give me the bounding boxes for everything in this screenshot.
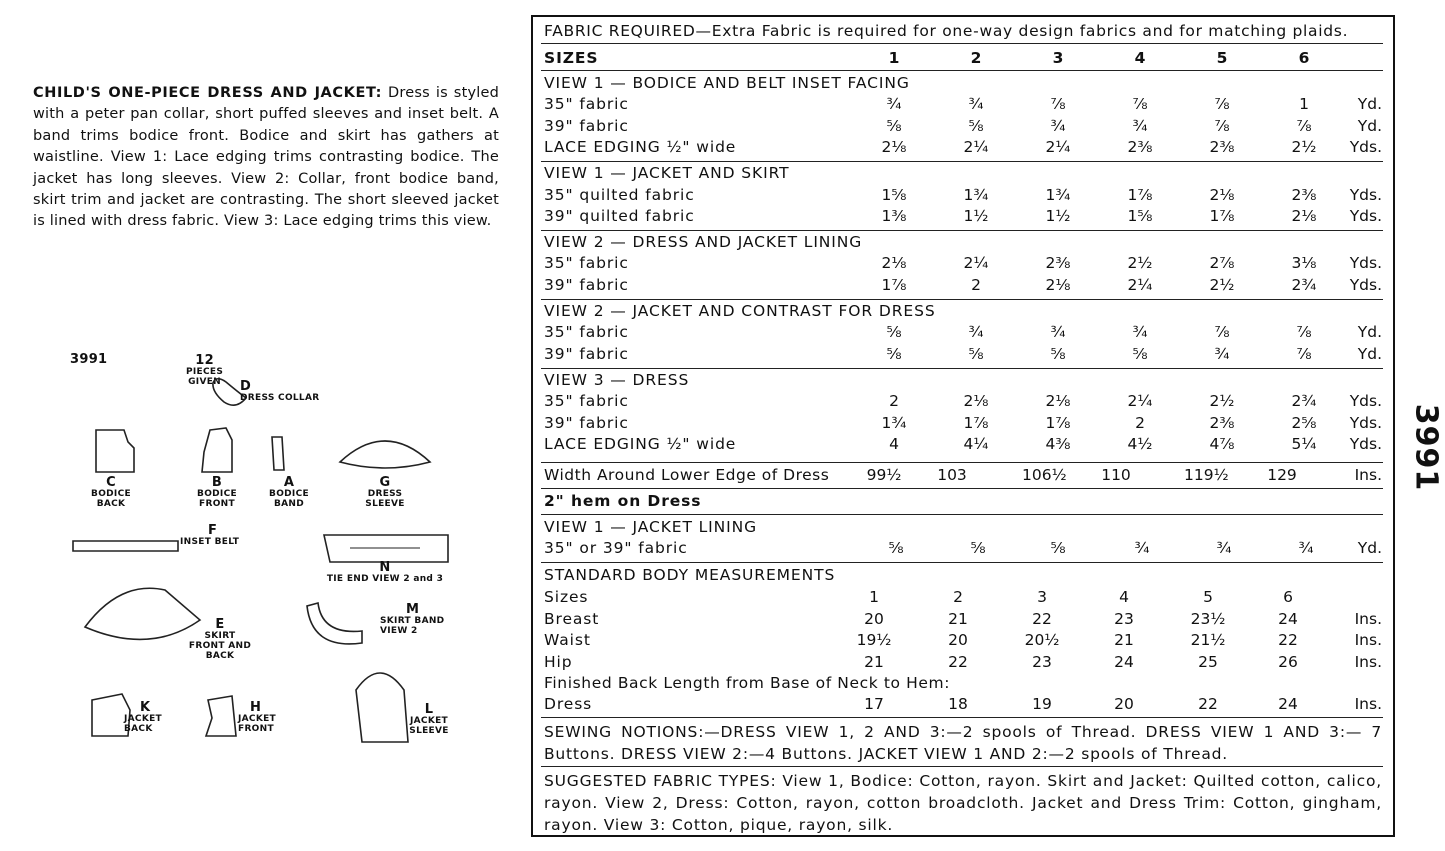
fabric-row-value: ⅝ bbox=[1050, 344, 1066, 363]
piece-g-letter: G bbox=[379, 475, 391, 490]
fabric-row-value: ¾ bbox=[968, 95, 984, 114]
piece-n-letter: N bbox=[379, 560, 391, 575]
fabric-row-value: 1½ bbox=[963, 206, 989, 225]
lining-unit: Yd. bbox=[1357, 539, 1382, 557]
width-val-2: 103 bbox=[937, 466, 967, 484]
piece-a-name: BODICE BAND bbox=[269, 489, 309, 509]
fabric-row-label: 35" fabric bbox=[544, 95, 629, 114]
lining-val-5: ¾ bbox=[1216, 539, 1232, 557]
body-row-value: 24 bbox=[1278, 609, 1298, 628]
fabric-row-value: 2⅛ bbox=[963, 392, 989, 411]
dress-length-6: 24 bbox=[1278, 695, 1298, 713]
rule bbox=[541, 70, 1383, 71]
fabric-row-value: 2½ bbox=[1209, 392, 1235, 411]
piece-m-letter: M bbox=[406, 602, 420, 617]
fabric-row-unit: Yd. bbox=[1357, 323, 1382, 342]
fabric-row-unit: Yd. bbox=[1357, 95, 1382, 114]
fabric-row-unit: Yd. bbox=[1357, 344, 1382, 363]
piece-g-name: DRESS SLEEVE bbox=[365, 489, 405, 509]
lining-val-6: ¾ bbox=[1298, 539, 1314, 557]
lining-val-1: ⅝ bbox=[888, 539, 904, 557]
fabric-row-value: ⅝ bbox=[968, 344, 984, 363]
piece-h-letter: H bbox=[250, 700, 262, 715]
piece-f-label bbox=[180, 523, 260, 547]
rule bbox=[541, 562, 1383, 563]
fabric-row-value: ¾ bbox=[1050, 323, 1066, 342]
fabric-row-value: 1⅞ bbox=[881, 275, 907, 294]
section-title: VIEW 1 — JACKET AND SKIRT bbox=[544, 164, 790, 183]
size-3: 3 bbox=[1052, 49, 1064, 67]
fabric-row-value: 2⅜ bbox=[1291, 185, 1317, 204]
fabric-row-label: 39" fabric bbox=[544, 344, 629, 363]
fabric-row-unit: Yds. bbox=[1349, 206, 1382, 225]
pieces-count-text: PIECES GIVEN bbox=[186, 367, 224, 387]
fabric-row-unit: Yds. bbox=[1349, 185, 1382, 204]
fabric-row-value: 2¾ bbox=[1291, 275, 1317, 294]
dress-length-label: Dress bbox=[544, 695, 593, 713]
fabric-row-value: 2⅜ bbox=[1209, 413, 1235, 432]
body-row-value: 2 bbox=[953, 588, 963, 606]
fabric-row-value: ⅞ bbox=[1050, 95, 1066, 114]
width-val-4: 110 bbox=[1101, 466, 1131, 484]
bodice-back-shape bbox=[96, 430, 134, 472]
fabric-row-value: ¾ bbox=[886, 95, 902, 114]
fabric-row-unit: Yds. bbox=[1349, 275, 1382, 294]
rule bbox=[541, 161, 1383, 162]
body-row-value: 21½ bbox=[1190, 631, 1226, 649]
fabric-row-label: 35" quilted fabric bbox=[544, 185, 695, 204]
fabric-row-value: 1⅞ bbox=[963, 413, 989, 432]
body-row-value: 20 bbox=[864, 609, 884, 628]
fabric-row-value: 2¼ bbox=[1127, 275, 1153, 294]
fabric-row-label: 39" fabric bbox=[544, 275, 629, 294]
body-title: STANDARD BODY MEASUREMENTS bbox=[544, 566, 836, 584]
fabric-row-value: 2⅛ bbox=[1209, 185, 1235, 204]
fabric-row-value: 2¾ bbox=[1291, 392, 1317, 411]
suggested-fabric-types: SUGGESTED FABRIC TYPES: View 1, Bodice: Cotton, rayon. Skirt and Jacket: Quilted cotton, calico, rayon. View 2, Dress: Cotton, rayon, cotton broadcloth. Jacket and Dress Trim: Cotton, gingham, rayon. View 3: Cotton, pique, rayon, silk. bbox=[544, 772, 1382, 834]
fabric-row-value: 2⅜ bbox=[1045, 254, 1071, 273]
fabric-row-value: 1⅞ bbox=[1045, 413, 1071, 432]
fabric-row-value: 2¼ bbox=[1045, 137, 1071, 156]
piece-l-name: JACKET SLEEVE bbox=[409, 716, 449, 736]
fabric-row-value: 2⅜ bbox=[1209, 137, 1235, 156]
fabric-row-label: 39" fabric bbox=[544, 413, 629, 432]
width-row-label: Width Around Lower Edge of Dress bbox=[544, 466, 830, 484]
body-row-unit: Ins. bbox=[1354, 631, 1382, 649]
skirt-shape bbox=[85, 588, 200, 639]
dress-length-2: 18 bbox=[948, 695, 968, 713]
piece-a-label bbox=[266, 475, 312, 509]
hem-note: 2" hem on Dress bbox=[544, 492, 702, 510]
fabric-row-value: 2⅝ bbox=[1291, 413, 1317, 432]
fabric-row-unit: Yds. bbox=[1349, 413, 1382, 432]
dress-length-3: 19 bbox=[1032, 695, 1052, 713]
piece-b-label bbox=[192, 475, 242, 509]
fabric-row-value: ⅞ bbox=[1214, 116, 1230, 135]
side-pattern-number bbox=[1396, 403, 1444, 492]
fabric-row-value: ¾ bbox=[1214, 344, 1230, 363]
fabric-row-value: 1⅞ bbox=[1127, 185, 1153, 204]
fabric-row-value: ⅝ bbox=[1132, 344, 1148, 363]
piece-d-name: DRESS COLLAR bbox=[240, 393, 320, 403]
fabric-row-label: 39" fabric bbox=[544, 116, 629, 135]
fabric-row-value: 2½ bbox=[1291, 137, 1317, 156]
fabric-row-label: 39" quilted fabric bbox=[544, 206, 695, 225]
skirt-band-shape bbox=[307, 603, 362, 644]
lining-val-2: ⅝ bbox=[970, 539, 986, 557]
body-row-value: 3 bbox=[1037, 588, 1047, 606]
fabric-row-value: ⅞ bbox=[1132, 95, 1148, 114]
piece-c-label bbox=[86, 475, 136, 509]
piece-c-letter: C bbox=[106, 475, 116, 490]
rule bbox=[541, 766, 1383, 767]
piece-g-label bbox=[360, 475, 410, 509]
fabric-row-value: 2⅛ bbox=[881, 137, 907, 156]
width-val-6: 129 bbox=[1267, 466, 1297, 484]
piece-l-label bbox=[404, 702, 454, 736]
piece-m-name: SKIRT BAND VIEW 2 bbox=[380, 616, 445, 636]
piece-k-letter: K bbox=[140, 700, 151, 715]
dress-length-5: 22 bbox=[1198, 695, 1218, 713]
piece-a-letter: A bbox=[283, 475, 295, 490]
fabric-row-value: ¾ bbox=[1050, 116, 1066, 135]
body-row-value: 21 bbox=[1114, 631, 1134, 649]
body-row-value: 21 bbox=[864, 652, 884, 671]
body-row-unit: Ins. bbox=[1354, 652, 1382, 671]
fabric-row-value: 2¼ bbox=[1127, 392, 1153, 411]
body-row-value: 26 bbox=[1278, 652, 1298, 671]
side-pattern-number-text: 3991 bbox=[1408, 403, 1444, 492]
fabric-row-value: 1½ bbox=[1045, 206, 1071, 225]
body-row-value: 19½ bbox=[856, 631, 892, 649]
dress-length-unit: Ins. bbox=[1354, 695, 1382, 713]
fabric-row-value: ⅞ bbox=[1214, 95, 1230, 114]
inset-belt-shape bbox=[73, 541, 178, 551]
fabric-row-value: ¾ bbox=[968, 323, 984, 342]
fabric-row-value: ⅞ bbox=[1296, 323, 1312, 342]
body-row-label: Waist bbox=[544, 631, 591, 649]
piece-f-letter: F bbox=[208, 523, 218, 538]
fabric-row-unit: Yds. bbox=[1349, 392, 1382, 411]
lining-title: VIEW 1 — JACKET LINING bbox=[544, 518, 758, 536]
body-row-value: 22 bbox=[1032, 609, 1052, 628]
fabric-row-value: 2 bbox=[971, 275, 981, 294]
heading-bold: FABRIC REQUIRED bbox=[544, 22, 696, 40]
pattern-number-label: 3991 bbox=[70, 352, 108, 367]
fabric-row-value: ⅝ bbox=[886, 323, 902, 342]
piece-h-label bbox=[238, 700, 284, 734]
size-2: 2 bbox=[970, 49, 982, 67]
piece-e-name: SKIRT FRONT AND BACK bbox=[188, 631, 252, 661]
fabric-row-value: 2⅞ bbox=[1209, 254, 1235, 273]
dress-length-1: 17 bbox=[864, 695, 884, 713]
fabric-row-value: ¾ bbox=[1132, 323, 1148, 342]
fabric-row-value: ⅞ bbox=[1296, 116, 1312, 135]
body-row-value: 22 bbox=[948, 652, 968, 671]
fabric-row-label: LACE EDGING ½" wide bbox=[544, 137, 737, 156]
fabric-row-value: ¾ bbox=[1132, 116, 1148, 135]
body-row-value: 20 bbox=[948, 631, 968, 649]
fabric-row-value: 1¾ bbox=[963, 185, 989, 204]
body-row-value: 24 bbox=[1114, 652, 1134, 671]
piece-b-name: BODICE FRONT bbox=[197, 489, 237, 509]
fabric-row-label: 35" fabric bbox=[544, 323, 629, 342]
fabric-row-value: 2¼ bbox=[963, 254, 989, 273]
fabric-row-value: ⅝ bbox=[886, 116, 902, 135]
table-heading bbox=[544, 22, 1348, 40]
body-row-value: 23 bbox=[1114, 609, 1134, 628]
fabric-row-value: 5¼ bbox=[1291, 434, 1317, 453]
fabric-row-value: 1¾ bbox=[881, 413, 907, 432]
section-title: VIEW 1 — BODICE AND BELT INSET FACING bbox=[544, 74, 910, 92]
fabric-row-value: 4 bbox=[889, 434, 899, 453]
piece-k-label bbox=[124, 700, 170, 734]
fabric-row-value: ⅞ bbox=[1214, 323, 1230, 342]
body-row-label: Sizes bbox=[544, 588, 589, 606]
body-row-unit: Ins. bbox=[1354, 609, 1382, 628]
back-length-title: Finished Back Length from Base of Neck to Hem: bbox=[544, 674, 951, 692]
bodice-front-shape bbox=[202, 428, 232, 472]
fabric-row-unit: Yds. bbox=[1349, 254, 1382, 273]
piece-l-letter: L bbox=[424, 702, 434, 717]
rule bbox=[541, 368, 1383, 369]
fabric-row-value: 1 bbox=[1299, 95, 1309, 114]
size-4: 4 bbox=[1134, 49, 1146, 67]
fabric-row-value: 2¼ bbox=[963, 137, 989, 156]
rule bbox=[541, 230, 1383, 231]
fabric-row-value: 4⅞ bbox=[1209, 434, 1235, 453]
body-row-value: 5 bbox=[1203, 588, 1213, 606]
width-unit: Ins. bbox=[1354, 466, 1382, 484]
sizes-label: SIZES bbox=[544, 49, 599, 67]
fabric-row-value: 1⅝ bbox=[1127, 206, 1153, 225]
fabric-row-value: 2⅜ bbox=[1127, 137, 1153, 156]
rule bbox=[541, 43, 1383, 44]
piece-m-label bbox=[380, 602, 452, 636]
body-row-value: 23 bbox=[1032, 652, 1052, 671]
fabric-row-value: 2⅛ bbox=[1291, 206, 1317, 225]
fabric-row-value: 4⅜ bbox=[1045, 434, 1071, 453]
fabric-row-label: 35" fabric bbox=[544, 254, 629, 273]
size-6: 6 bbox=[1298, 49, 1310, 67]
piece-n-label bbox=[310, 560, 460, 584]
fabric-row-value: 3⅛ bbox=[1291, 254, 1317, 273]
rule bbox=[541, 488, 1383, 489]
fabric-row-label: 35" fabric bbox=[544, 392, 629, 411]
fabric-row-value: 2⅛ bbox=[1045, 392, 1071, 411]
pieces-count-number: 12 bbox=[195, 353, 214, 368]
fabric-row-label: LACE EDGING ½" wide bbox=[544, 434, 737, 453]
fabric-row-unit: Yds. bbox=[1349, 434, 1382, 453]
body-row-label: Hip bbox=[544, 652, 573, 671]
fabric-row-value: 2⅛ bbox=[1045, 275, 1071, 294]
section-title: VIEW 3 — DRESS bbox=[544, 370, 690, 389]
fabric-row-unit: Yd. bbox=[1357, 116, 1382, 135]
body-row-label: Breast bbox=[544, 609, 600, 628]
fabric-row-value: 2 bbox=[889, 392, 899, 411]
fabric-row-value: 4½ bbox=[1127, 434, 1153, 453]
jacket-front-shape bbox=[206, 696, 236, 736]
width-val-5: 119½ bbox=[1184, 466, 1229, 484]
piece-d-letter: D bbox=[240, 379, 252, 394]
piece-e-label bbox=[188, 617, 252, 661]
jacket-sleeve-shape bbox=[356, 673, 408, 742]
fabric-row-value: 1¾ bbox=[1045, 185, 1071, 204]
piece-e-letter: E bbox=[215, 617, 225, 632]
piece-b-letter: B bbox=[211, 475, 223, 490]
body-row-value: 1 bbox=[869, 588, 879, 606]
description-title: CHILD'S ONE-PIECE DRESS AND JACKET: bbox=[33, 85, 383, 101]
description-text: Dress is styled with a peter pan collar, short puffed sleeves and inset belt. A band trims bodice front. Bodice and skirt has gathers at waistline. View 1: Lace edging trims contrasting bodice. The jacket has long sleeves. View 2: Collar, front bodice band, skirt trim and jacket are contrasting. The short sleeved jacket is lined with dress fabric. View 3: Lace edging trims this view. bbox=[33, 85, 499, 230]
rule bbox=[541, 462, 1383, 463]
width-val-1: 99½ bbox=[866, 466, 902, 484]
fabric-row-unit: Yds. bbox=[1349, 137, 1382, 156]
piece-c-name: BODICE BACK bbox=[91, 489, 131, 509]
fabric-row-value: 2½ bbox=[1127, 254, 1153, 273]
fabric-row-value: 1⅞ bbox=[1209, 206, 1235, 225]
piece-h-name: JACKET FRONT bbox=[238, 714, 276, 734]
body-row-value: 25 bbox=[1198, 652, 1218, 671]
piece-k-name: JACKET BACK bbox=[124, 714, 162, 734]
fabric-row-value: ⅞ bbox=[1296, 344, 1312, 363]
rule bbox=[541, 299, 1383, 300]
piece-f-name: INSET BELT bbox=[180, 537, 240, 547]
body-row-value: 4 bbox=[1119, 588, 1129, 606]
bodice-band-shape bbox=[272, 437, 284, 470]
section-title: VIEW 2 — DRESS AND JACKET LINING bbox=[544, 233, 863, 252]
fabric-row-value: 1⅝ bbox=[881, 185, 907, 204]
sewing-notions: SEWING NOTIONS:—DRESS VIEW 1, 2 AND 3:—2 spools of Thread. DRESS VIEW 1 AND 3:— 7 Buttons. DRESS VIEW 2:—4 Buttons. JACKET VIEW 1 AND 2:—2 spools of Thread. bbox=[544, 723, 1382, 763]
fabric-row-value: ⅝ bbox=[968, 116, 984, 135]
piece-d-label bbox=[240, 379, 320, 403]
body-row-value: 21 bbox=[948, 609, 968, 628]
dress-length-4: 20 bbox=[1114, 695, 1134, 713]
fabric-row-value: 4¼ bbox=[963, 434, 989, 453]
rule bbox=[541, 717, 1383, 718]
body-row-value: 22 bbox=[1278, 631, 1298, 649]
heading-rest: —Extra Fabric is required for one-way design fabrics and for matching plaids. bbox=[695, 22, 1349, 40]
piece-n-name: TIE END VIEW 2 and 3 bbox=[326, 574, 444, 584]
rule bbox=[541, 514, 1383, 515]
section-title: VIEW 2 — JACKET AND CONTRAST FOR DRESS bbox=[544, 302, 936, 320]
size-1: 1 bbox=[888, 49, 900, 67]
lining-val-3: ⅝ bbox=[1050, 539, 1066, 557]
lining-val-4: ¾ bbox=[1134, 539, 1150, 557]
size-5: 5 bbox=[1216, 49, 1228, 67]
width-val-3: 106½ bbox=[1022, 466, 1067, 484]
body-row-value: 20½ bbox=[1024, 631, 1060, 649]
fabric-row-value: 2 bbox=[1135, 413, 1145, 432]
fabric-row-value: 2½ bbox=[1209, 275, 1235, 294]
fabric-row-value: 2⅛ bbox=[881, 254, 907, 273]
body-row-value: 6 bbox=[1283, 588, 1293, 606]
fabric-row-value: ⅝ bbox=[886, 344, 902, 363]
lining-label: 35" or 39" fabric bbox=[544, 539, 688, 557]
body-row-value: 23½ bbox=[1190, 609, 1226, 628]
dress-sleeve-shape bbox=[340, 441, 430, 468]
fabric-row-value: 1⅜ bbox=[881, 206, 907, 225]
